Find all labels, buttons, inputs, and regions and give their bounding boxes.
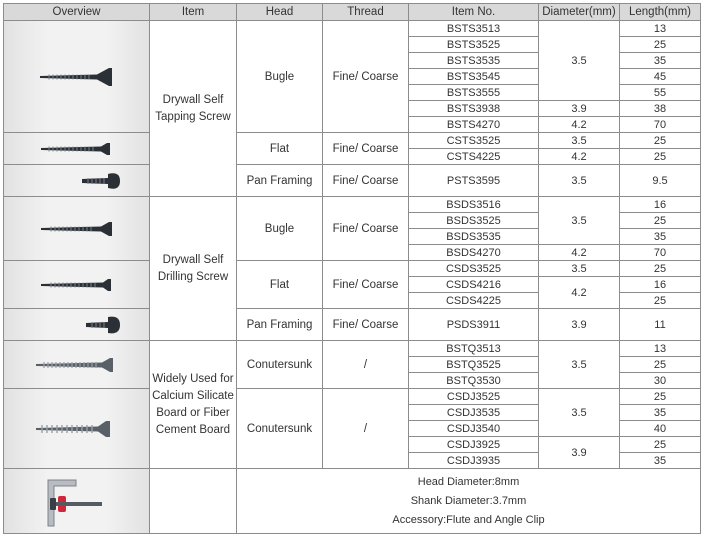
item-no-cell: BSDS4270 [409, 245, 539, 261]
length-cell: 25 [620, 357, 701, 373]
item-no-cell: BSTS3525 [409, 37, 539, 53]
table-row [4, 389, 701, 405]
head-pan-framing: Pan Framing [237, 309, 323, 341]
length-cell: 25 [620, 37, 701, 53]
length-cell: 35 [620, 229, 701, 245]
thread-fine-coarse: Fine/ Coarse [323, 21, 409, 133]
pan-drilling-screw-image [4, 309, 150, 341]
item-no-cell: CSDJ3525 [409, 389, 539, 405]
angle-clip-icon [42, 472, 112, 530]
accessory-info [237, 469, 701, 534]
header-item: Item [150, 4, 237, 21]
item-no-cell: BSDS3535 [409, 229, 539, 245]
item-no-cell: PSTS3595 [409, 165, 539, 197]
length-cell: 35 [620, 453, 701, 469]
header-item-no: Item No. [409, 4, 539, 21]
countersunk-screw-image [4, 341, 150, 389]
length-cell: 25 [620, 437, 701, 453]
item-no-cell: BSTS3938 [409, 101, 539, 117]
item-no-cell: CSDJ3535 [409, 405, 539, 421]
length-cell: 35 [620, 53, 701, 69]
thread-none: / [323, 341, 409, 389]
cement-board-screw-image [4, 389, 150, 469]
length-cell: 25 [620, 293, 701, 309]
header-thread: Thread [323, 4, 409, 21]
diameter-cell: 3.5 [539, 389, 620, 437]
item-no-cell: CSDJ3540 [409, 421, 539, 437]
item-no-cell: BSTS3535 [409, 53, 539, 69]
bugle-drilling-screw-image [4, 197, 150, 261]
item-no-cell: BSDS3516 [409, 197, 539, 213]
header-row [4, 4, 701, 21]
angle-clip-image [4, 469, 150, 534]
item-no-cell: CSDS3525 [409, 261, 539, 277]
diameter-cell: 3.5 [539, 133, 620, 149]
head-bugle: Bugle [237, 21, 323, 133]
flat-tapping-screw-image [4, 133, 150, 165]
diameter-cell: 3.9 [539, 101, 620, 117]
item-no-cell: BSTQ3530 [409, 373, 539, 389]
item-no-cell: CSDJ3935 [409, 453, 539, 469]
cement-board-screw-icon [32, 416, 122, 442]
diameter-cell: 3.9 [539, 437, 620, 469]
length-cell: 70 [620, 245, 701, 261]
item-no-cell: BSTS4270 [409, 117, 539, 133]
item-no-cell: BSDS3525 [409, 213, 539, 229]
length-cell: 11 [620, 309, 701, 341]
head-flat: Flat [237, 261, 323, 309]
length-cell: 25 [620, 133, 701, 149]
length-cell: 16 [620, 277, 701, 293]
diameter-cell: 3.5 [539, 197, 620, 245]
table-row [4, 341, 701, 357]
shank-diameter-text: Shank Diameter:3.7mm [410, 494, 527, 507]
diameter-cell: 3.5 [539, 21, 620, 101]
diameter-cell: 4.2 [539, 117, 620, 133]
flat-drill-screw-icon [37, 277, 117, 293]
length-cell: 40 [620, 421, 701, 437]
thread-fine-coarse: Fine/ Coarse [323, 197, 409, 261]
item-no-cell: BSTS3513 [409, 21, 539, 37]
length-cell: 13 [620, 21, 701, 37]
head-countersunk: Conutersunk [237, 341, 323, 389]
header-overview: Overview [4, 4, 150, 21]
table-row [4, 469, 701, 534]
diameter-cell: 3.5 [539, 341, 620, 389]
thread-fine-coarse: Fine/ Coarse [323, 133, 409, 165]
diameter-cell: 4.2 [539, 277, 620, 309]
thread-fine-coarse: Fine/ Coarse [323, 165, 409, 197]
flat-drilling-screw-image [4, 261, 150, 309]
length-cell: 13 [620, 341, 701, 357]
item-no-cell: CSTS4225 [409, 149, 539, 165]
diameter-cell: 3.9 [539, 309, 620, 341]
length-cell: 16 [620, 197, 701, 213]
item-no-cell: CSTS3525 [409, 133, 539, 149]
bugle-drill-screw-icon [37, 220, 117, 238]
item-no-cell: BSTQ3513 [409, 341, 539, 357]
length-cell: 25 [620, 213, 701, 229]
item-self-tapping: Drywall Self Tapping Screw [150, 21, 237, 197]
head-pan-framing: Pan Framing [237, 165, 323, 197]
diameter-cell: 4.2 [539, 149, 620, 165]
item-no-cell: CSDS4216 [409, 277, 539, 293]
length-cell: 30 [620, 373, 701, 389]
table-row [4, 197, 701, 213]
accessory-item-empty [150, 469, 237, 534]
table-row [4, 133, 701, 149]
thread-none: / [323, 389, 409, 469]
diameter-cell: 4.2 [539, 245, 620, 261]
pan-drill-screw-icon [74, 313, 134, 337]
head-countersunk: Conutersunk [237, 389, 323, 469]
item-no-cell: PSDS3911 [409, 309, 539, 341]
head-bugle: Bugle [237, 197, 323, 261]
head-flat: Flat [237, 133, 323, 165]
length-cell: 45 [620, 69, 701, 85]
countersunk-screw-icon [32, 355, 122, 375]
table-row [4, 165, 701, 197]
header-head: Head [237, 4, 323, 21]
diameter-cell: 3.5 [539, 261, 620, 277]
length-cell: 25 [620, 389, 701, 405]
length-cell: 38 [620, 101, 701, 117]
length-cell: 25 [620, 149, 701, 165]
length-cell: 9.5 [620, 165, 701, 197]
header-diameter: Diameter(mm) [539, 4, 620, 21]
item-no-cell: CSDJ3925 [409, 437, 539, 453]
header-length: Length(mm) [620, 4, 701, 21]
pan-screw-icon [74, 169, 134, 193]
item-calcium-board: Widely Used for Calcium Silicate Board or Fiber Cement Board [150, 341, 237, 469]
flat-screw-icon [37, 142, 117, 156]
table-row [4, 309, 701, 341]
length-cell: 55 [620, 85, 701, 101]
length-cell: 25 [620, 261, 701, 277]
thread-fine-coarse: Fine/ Coarse [323, 261, 409, 309]
thread-fine-coarse: Fine/ Coarse [323, 309, 409, 341]
table-row [4, 21, 701, 37]
diameter-cell: 3.5 [539, 165, 620, 197]
accessory-text: Accessory:Flute and Angle Clip [392, 513, 545, 526]
item-no-cell: BSTS3555 [409, 85, 539, 101]
bugle-tapping-screw-image [4, 21, 150, 133]
head-diameter-text: Head Diameter:8mm [417, 475, 520, 488]
item-no-cell: BSTQ3525 [409, 357, 539, 373]
bugle-screw-icon [37, 66, 117, 88]
table-row [4, 261, 701, 277]
item-self-drilling: Drywall Self Drilling Screw [150, 197, 237, 341]
length-cell: 70 [620, 117, 701, 133]
pan-tapping-screw-image [4, 165, 150, 197]
screw-spec-table [3, 3, 701, 534]
item-no-cell: CSDS4225 [409, 293, 539, 309]
item-no-cell: BSTS3545 [409, 69, 539, 85]
length-cell: 35 [620, 405, 701, 421]
